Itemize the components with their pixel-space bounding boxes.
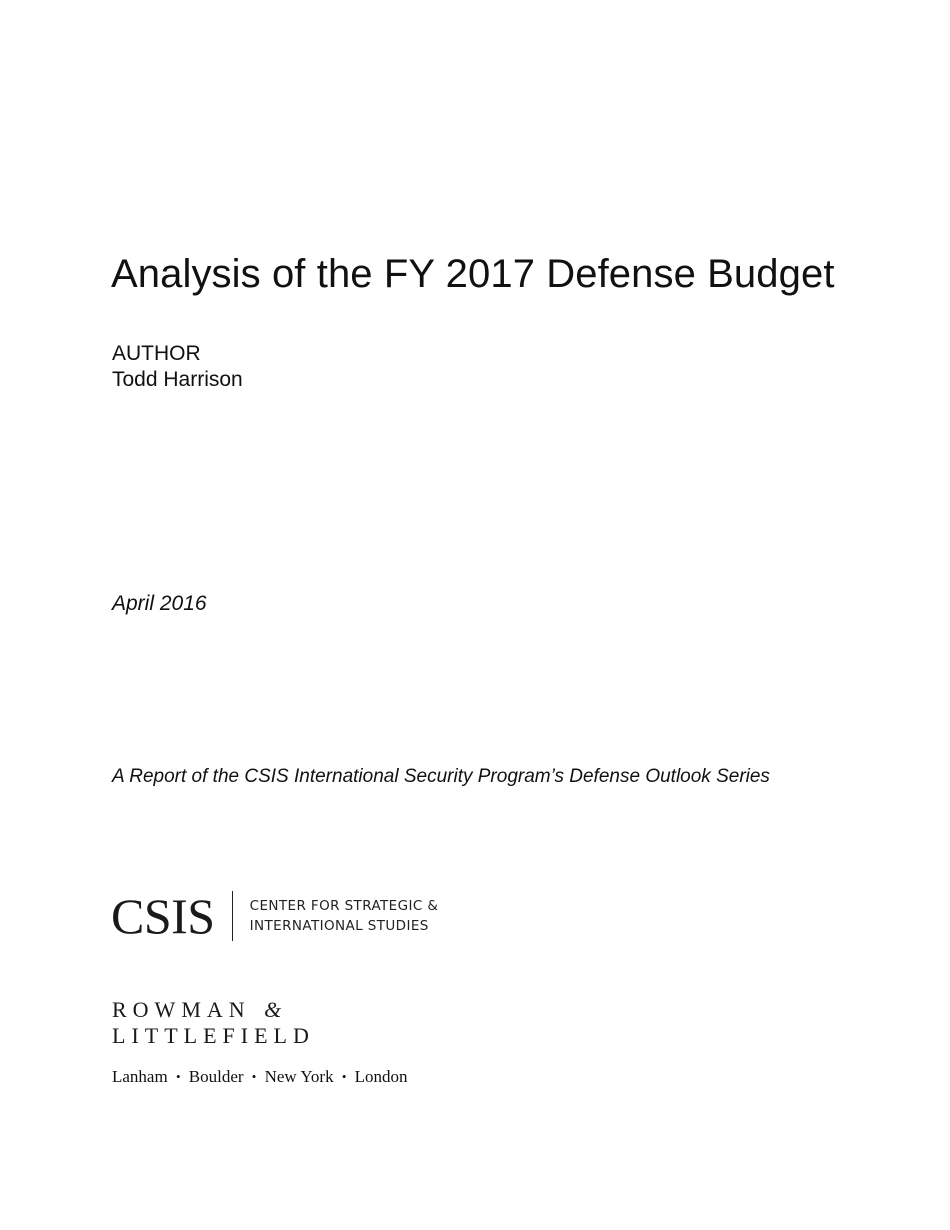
csis-full-name [250, 896, 439, 936]
report-title: Analysis of the FY 2017 Defense Budget [111, 252, 835, 296]
publisher-logo [112, 997, 315, 1049]
author-name: Todd Harrison [112, 368, 243, 391]
csis-wordmark: CSIS [111, 888, 215, 944]
csis-name-line-1: CENTER FOR STRATEGIC & [249, 898, 439, 914]
publisher-name-line-1: ROWMAN [112, 997, 251, 1022]
csis-logo [111, 888, 438, 944]
csis-name-line-2: INTERNATIONAL STUDIES [249, 918, 429, 934]
city-lanham: Lanham [112, 1067, 168, 1086]
publisher-cities [112, 1067, 408, 1087]
city-london: London [354, 1067, 408, 1086]
city-boulder: Boulder [188, 1067, 244, 1086]
publication-date: April 2016 [112, 592, 207, 615]
series-statement: A Report of the CSIS International Security Program’s Defense Outlook Series [112, 766, 770, 787]
bullet-separator: • [251, 1069, 257, 1084]
logo-divider [232, 891, 233, 941]
author-label: AUTHOR [112, 342, 201, 365]
publisher-name-line-2: LITTLEFIELD [112, 1023, 315, 1048]
publisher-ampersand: & [264, 997, 282, 1022]
city-new-york: New York [264, 1067, 334, 1086]
bullet-separator: • [341, 1069, 347, 1084]
bullet-separator: • [175, 1069, 181, 1084]
